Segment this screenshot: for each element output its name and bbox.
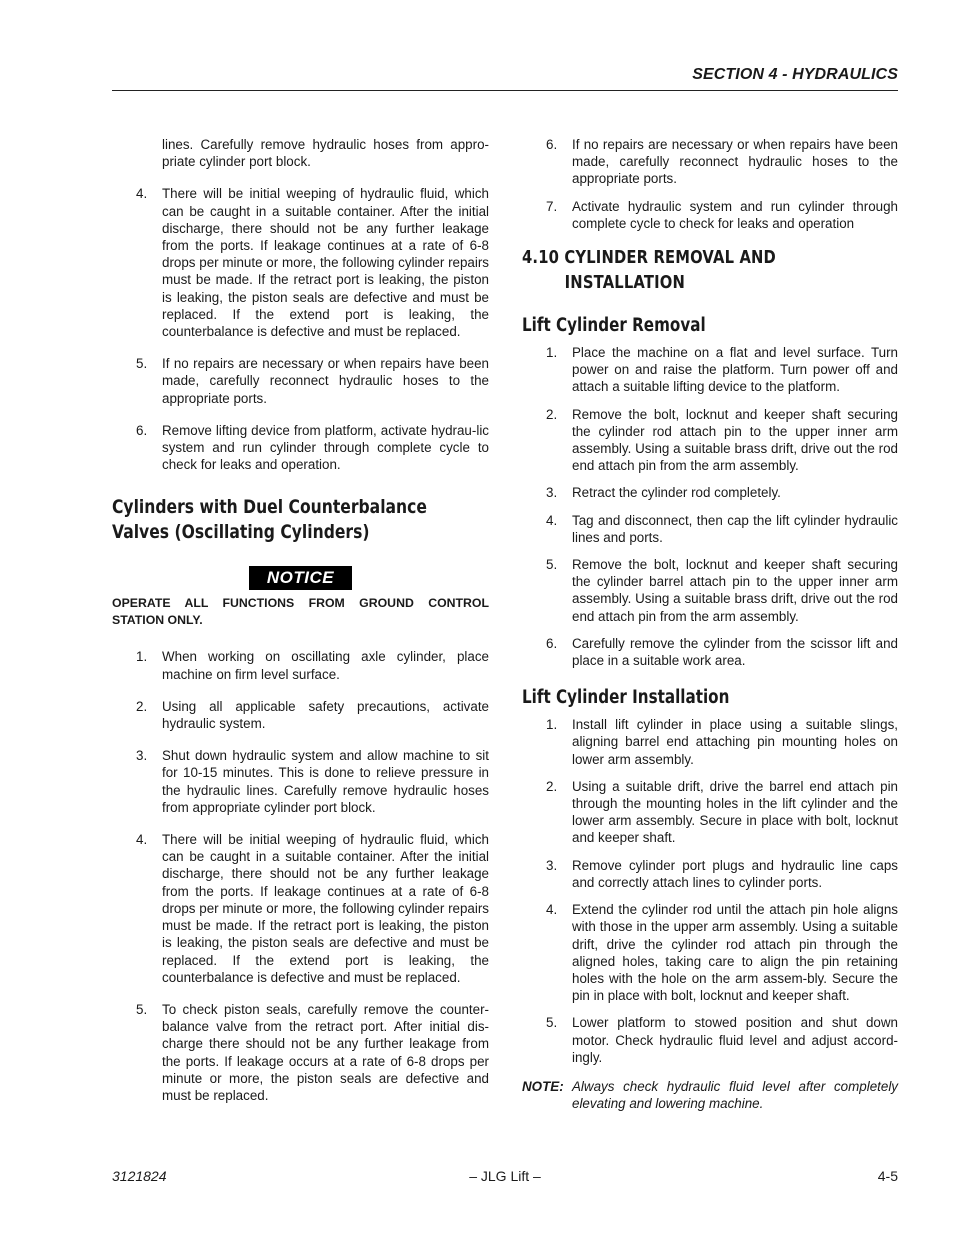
item-number: 5. (136, 356, 148, 372)
list-item (522, 512, 898, 546)
footer-center: – JLG Lift – (469, 1168, 541, 1184)
item-number: 6. (136, 422, 148, 438)
right-column (522, 136, 898, 1112)
item-text: Carefully remove the cylinder from the scissor lift and place in a suitable work area. (572, 635, 898, 669)
item-number: 3. (546, 485, 558, 501)
item-number: 1. (136, 649, 148, 665)
list-item (112, 1001, 489, 1104)
list-item (522, 1014, 898, 1066)
item-text: Retract the cylinder rod completely. (572, 485, 781, 501)
notice-label: NOTICE (249, 566, 352, 590)
item-number: 1. (546, 717, 558, 733)
page-number: 4-5 (877, 1168, 898, 1184)
item-number: 3. (546, 857, 558, 873)
item-number: 4. (546, 902, 558, 918)
section-title: SECTION 4 - HYDRAULICS (692, 66, 898, 83)
item-text: To check piston seals, carefully remove the counter-balance valve from the retract port. After initial dis-charge there should not be any further leakage from the ports. If leakage occurs at a rate of 6-8 drops per minute or more, the piston seals are defective and must be replaced. (162, 1001, 489, 1103)
item-text: There will be initial weeping of hydraulic fluid, which can be caught in a suitable container. After the initial discharge, there should not be any further leakage from the ports. If leakage continues at a rate of 6-8 drops per minute or more, the following cylinder repairs must be made. If the retract port is leaking, the piston is leaking, the piston seals are defective and must be replaced. If the extend port is leaking, the counterbalance is defective and must be replaced. (162, 186, 489, 340)
item-number: 5. (546, 557, 558, 573)
item-number: 3. (136, 748, 148, 764)
list-item (112, 355, 489, 407)
item-text: Shut down hydraulic system and allow machine to sit for 10-15 minutes. This is done to relieve pressure in the hydraulic lines. Carefully remove hydraulic hoses from appropriate cylinder port block. (162, 748, 489, 815)
intro-continuation: lines. Carefully remove hydraulic hoses from appro-priate cylinder port block. (162, 137, 489, 170)
list-item (522, 198, 898, 232)
list-item (522, 136, 898, 188)
item-number: 1. (546, 345, 558, 361)
item-number: 2. (546, 406, 558, 422)
item-text: Place the machine on a flat and level surface. Turn power on and raise the platform. Turn power off and attach a suitable lifting device to the platform. (572, 345, 898, 395)
item-text: If no repairs are necessary or when repairs have been made, carefully reconnect hydraulic hoses to the appropriate ports. (572, 137, 898, 187)
notice-banner (112, 566, 489, 590)
installation-heading: Lift Cylinder Installation (522, 687, 730, 709)
left-column (112, 136, 489, 1104)
list-item (522, 635, 898, 669)
item-number: 2. (546, 778, 558, 794)
item-number: 4. (546, 512, 558, 528)
item-text: Lower platform to stowed position and shut down motor. Check hydraulic fluid level and adjust accord-ingly. (572, 1015, 898, 1065)
list-item (522, 484, 898, 501)
item-text: When working on oscillating axle cylinder, place machine on firm level surface. (162, 649, 489, 682)
note-label: NOTE: (522, 1078, 564, 1094)
note-block (522, 1078, 898, 1112)
notice-text: OPERATE ALL FUNCTIONS FROM GROUND CONTROL STATION ONLY. (112, 596, 489, 628)
list-item (522, 406, 898, 475)
item-number: 4. (136, 186, 148, 202)
item-text: Remove the bolt, locknut and keeper shaft securing the cylinder rod attach pin to the upper inner arm assembly. Using a suitable brass drift, drive out the rod end attach pin from the arm assembly. (572, 406, 898, 474)
item-text: If no repairs are necessary or when repairs have been made, carefully reconnect hydraulic hoses to the appropriate ports. (162, 356, 489, 406)
item-text: Tag and disconnect, then cap the lift cylinder hydraulic lines and ports. (572, 512, 898, 545)
section-heading (522, 245, 898, 295)
list-item (112, 698, 489, 732)
list-item (522, 778, 898, 847)
list-item (112, 422, 489, 474)
list-item (522, 901, 898, 1004)
item-number: 7. (546, 198, 558, 214)
section-heading-line1: 4.10 CYLINDER REMOVAL AND (522, 247, 776, 269)
item-text: Using all applicable safety precautions, activate hydraulic system. (162, 698, 489, 732)
note-text: Always check hydraulic fluid level after completely elevating and lowering machine. (572, 1078, 898, 1112)
list-item (112, 136, 489, 170)
page-header (112, 64, 898, 91)
list-item (522, 857, 898, 891)
removal-heading: Lift Cylinder Removal (522, 315, 706, 337)
item-number: 5. (136, 1001, 148, 1017)
item-text: Install lift cylinder in place using a suitable slings, aligning barrel end attaching pin mounting holes on lower arm assembly. (572, 717, 898, 767)
item-text: Activate hydraulic system and run cylinder through complete cycle to check for leaks and operation (572, 198, 898, 231)
list-item (522, 344, 898, 396)
list-item (112, 747, 489, 816)
oscillating-cylinders-heading: Cylinders with Duel Counterbalance Valves (Oscillating Cylinders) (112, 496, 427, 544)
item-text: Remove cylinder port plugs and hydraulic line caps and correctly attach lines to cylinder ports. (572, 857, 898, 890)
doc-number: 3121824 (112, 1168, 167, 1184)
list-item (112, 648, 489, 682)
section-heading-line2: INSTALLATION (564, 272, 685, 294)
item-number: 5. (546, 1015, 558, 1031)
item-text: Remove lifting device from platform, activate hydrau-lic system and run cylinder through complete cycle to check for leaks and operation. (162, 422, 489, 473)
item-number: 4. (136, 832, 148, 848)
list-item (522, 556, 898, 625)
item-number: 6. (546, 635, 558, 651)
item-text: There will be initial weeping of hydraulic fluid, which can be caught in a suitable container. After the initial discharge, there should not be any further leakage from the ports. If leakage continues at a rate of 6-8 drops per minute or more, the following cylinder repairs must be made. If the retract port is leaking, the piston is leaking, the piston seals are defective and must be replaced. If the extend port is leaking, the counterbalance is defective and must be replaced. (162, 832, 489, 985)
item-number: 6. (546, 137, 558, 152)
item-text: Remove the bolt, locknut and keeper shaft securing the cylinder barrel attach pin to the upper inner arm assembly. Using a suitable brass drift, drive out the rod end attach pin from the arm assembly. (572, 557, 898, 624)
list-item (112, 831, 489, 986)
item-text: Using a suitable drift, drive the barrel end attach pin through the mounting holes in the lift cylinder and the lower arm assembly. Secure in place with bolt, locknut and keeper shaft. (572, 778, 898, 846)
list-item (522, 716, 898, 768)
item-number: 2. (136, 698, 148, 714)
list-item (112, 185, 489, 340)
item-text: Extend the cylinder rod until the attach pin hole aligns with those in the upper arm assembly. Using a suitable drift, drive the cylinder rod attach pin through the aligned holes, taking care to align the pin retaining holes with the hole on the arm assem-bly. Secure the pin in place with bolt, locknut and keeper shaft. (572, 902, 898, 1004)
